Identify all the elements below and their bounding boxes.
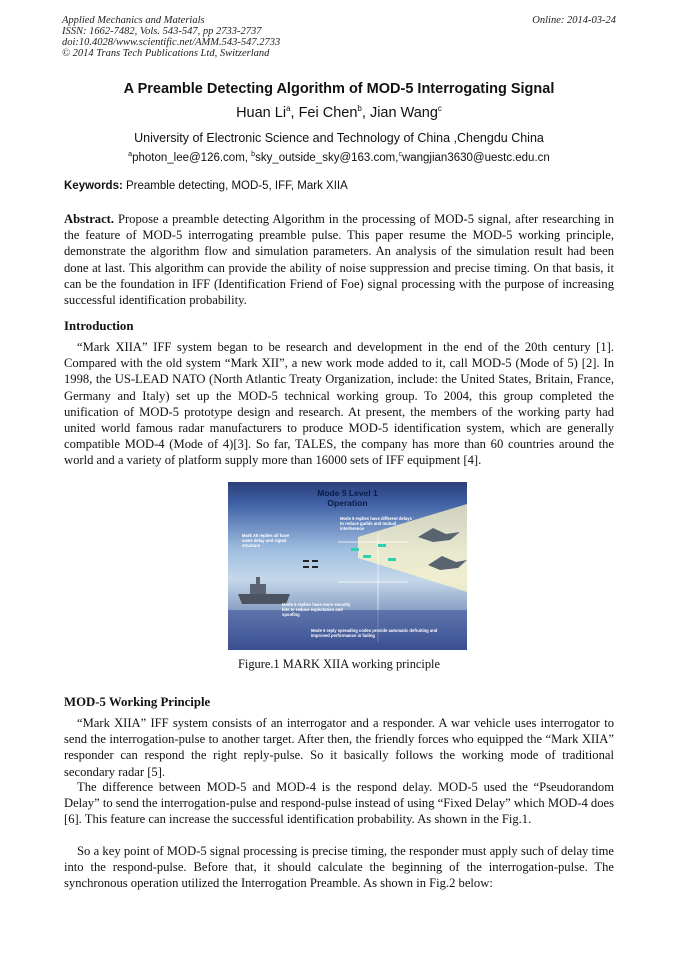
- abstract-label: Abstract.: [64, 212, 115, 226]
- journal-name: Applied Mechanics and Materials: [62, 15, 205, 26]
- note-bottom: Mode 5 reply spreading codes provide automatic defruiting and improved performance in fading: [311, 628, 438, 638]
- author-list: Huan Li$^a$, Fei Chen$^b$, Jian Wang$^c$: [236, 104, 442, 121]
- abstract: [64, 211, 614, 308]
- journal-copyright: © 2014 Trans Tech Publications Ltd, Switzerland: [62, 48, 270, 59]
- paper-title: A Preamble Detecting Algorithm of MOD-5 Interrogating Signal: [123, 81, 555, 97]
- note-mid: Mode 5 replies have more security bits to reduce exploitation and spoofing: [282, 602, 351, 617]
- figure-mark-xiia: [228, 482, 467, 650]
- reply-pulse: [312, 560, 318, 562]
- reply-pulse: [363, 555, 371, 558]
- author-emails: [0, 151, 678, 164]
- reply-pulse: [351, 548, 359, 551]
- note-top: Mode 5 replies have different delays to reduce garble and mutual interference: [340, 516, 412, 531]
- principle-paragraph: So a key point of MOD-5 signal processing is precise timing, the responder must apply such of delay time into the respond-pulse. Before that, it should calculate the beginning of the interrogation-pulse. The synchronous operation utilized the Interrogation Preamble. As shown in Fig.2 below:: [64, 844, 614, 891]
- author-sup: a: [286, 104, 291, 113]
- email-sup: a: [128, 151, 133, 158]
- online-date: Online: 2014-03-24: [532, 15, 616, 26]
- reply-pulse: [303, 560, 309, 562]
- email-sup: c: [398, 151, 402, 158]
- affiliation: University of Electronic Science and Technology of China ,Chengdu China: [134, 131, 544, 145]
- figure-illustration: [228, 482, 467, 650]
- author-name: Huan Li: [236, 105, 287, 121]
- principle-paragraph: “Mark XIIA” IFF system consists of an interrogator and a responder. A war vehicle uses interrogator to send the interrogation-pulse to another target. After then, the friendly forces who equipped the “Mark XIIA” responder can respond the right reply-pulse. So it basically follows the working mode of traditional secondary radar [5].: [64, 716, 614, 779]
- abstract-text: Propose a preamble detecting Algorithm in the processing of MOD-5 signal, after researching in the feature of MOD-5 interrogating preamble pulse. This paper resume the MOD-5 working principle, demonstrate the algorithm flow and simulation parameters. An analysis of the simulation result had been done at last. This algorithm can provide the ability of noise suppression and precise timing. On that basis, it can be the foundation in IFF (Identification Friend of Foe) signal processing with the purpose of increasing successful identification probability.: [64, 212, 614, 308]
- principle-heading: MOD-5 Working Principle: [64, 695, 211, 709]
- figure-title-line1: Mode 5 Level 1: [317, 488, 378, 498]
- reply-pulse: [303, 566, 309, 568]
- journal-issn: ISSN: 1662-7482, Vols. 543-547, pp 2733-2737: [62, 26, 262, 37]
- note-left: Mark XII replies all have same delay and signal structure: [242, 533, 290, 548]
- reply-pulse: [388, 558, 396, 561]
- author-name: Jian Wang: [369, 105, 438, 121]
- email-sup: b: [251, 151, 256, 158]
- figure-title-line2: Operation: [327, 498, 368, 508]
- ship-icon: [250, 584, 266, 594]
- reply-pulse: [378, 544, 386, 547]
- principle-paragraph: The difference between MOD-5 and MOD-4 is the respond delay. MOD-5 used the “Pseudorandom Delay” to send the interrogation-pulse and respond-pulse instead of using “Fixed Delay” which MOD-4 does [6]. This feature can increase the successful identification probability. As shown in the Fig.1.: [64, 780, 614, 827]
- keywords-text: Preamble detecting, MOD-5, IFF, Mark XIIA: [122, 180, 348, 192]
- journal-doi[interactable]: doi:10.4028/www.scientific.net/AMM.543-547.2733: [62, 37, 281, 48]
- intro-paragraph: “Mark XIIA” IFF system began to be research and development in the end of the 20th century [1]. Compared with the old system “Mark XII”, a new work mode added to it, call MOD-5 (Mode of 5) [2]. In 1998, the US-LEAD NATO (North Atlantic Treaty Organization, include: the United States, Britain, France, Germany and Italy) set up the MOD-5 technical working group. To 2004, this group completed the unification of MOD-5 prototype design and research. At present, the members of the working party had united world famous radar manufacturers to produce MOD-5 identification system, which are generally compatible MOD-4 (Mode of 4)[3]. So far, TALES, the company has more than 60 countries around the world and a variety of platform supply more than 16000 sets of IFF equipment [4].: [64, 340, 614, 468]
- journal-header: [62, 15, 616, 59]
- reply-pulse: [312, 566, 318, 568]
- figure-caption: Figure.1 MARK XIIA working principle: [237, 657, 440, 671]
- ship-icon: [256, 577, 260, 585]
- intro-heading: Introduction: [64, 319, 134, 333]
- email-link[interactable]: photon_lee@126.com,: [132, 152, 252, 164]
- author-name: Fei Chen: [298, 105, 358, 121]
- email-link[interactable]: sky_outside_sky@163.com,: [255, 152, 399, 164]
- author-sup: c: [437, 104, 442, 113]
- keywords: [64, 180, 616, 192]
- email-link[interactable]: wangjian3630@uestc.edu.cn: [401, 152, 550, 164]
- author-sup: b: [357, 104, 362, 113]
- keywords-label: Keywords:: [64, 180, 123, 192]
